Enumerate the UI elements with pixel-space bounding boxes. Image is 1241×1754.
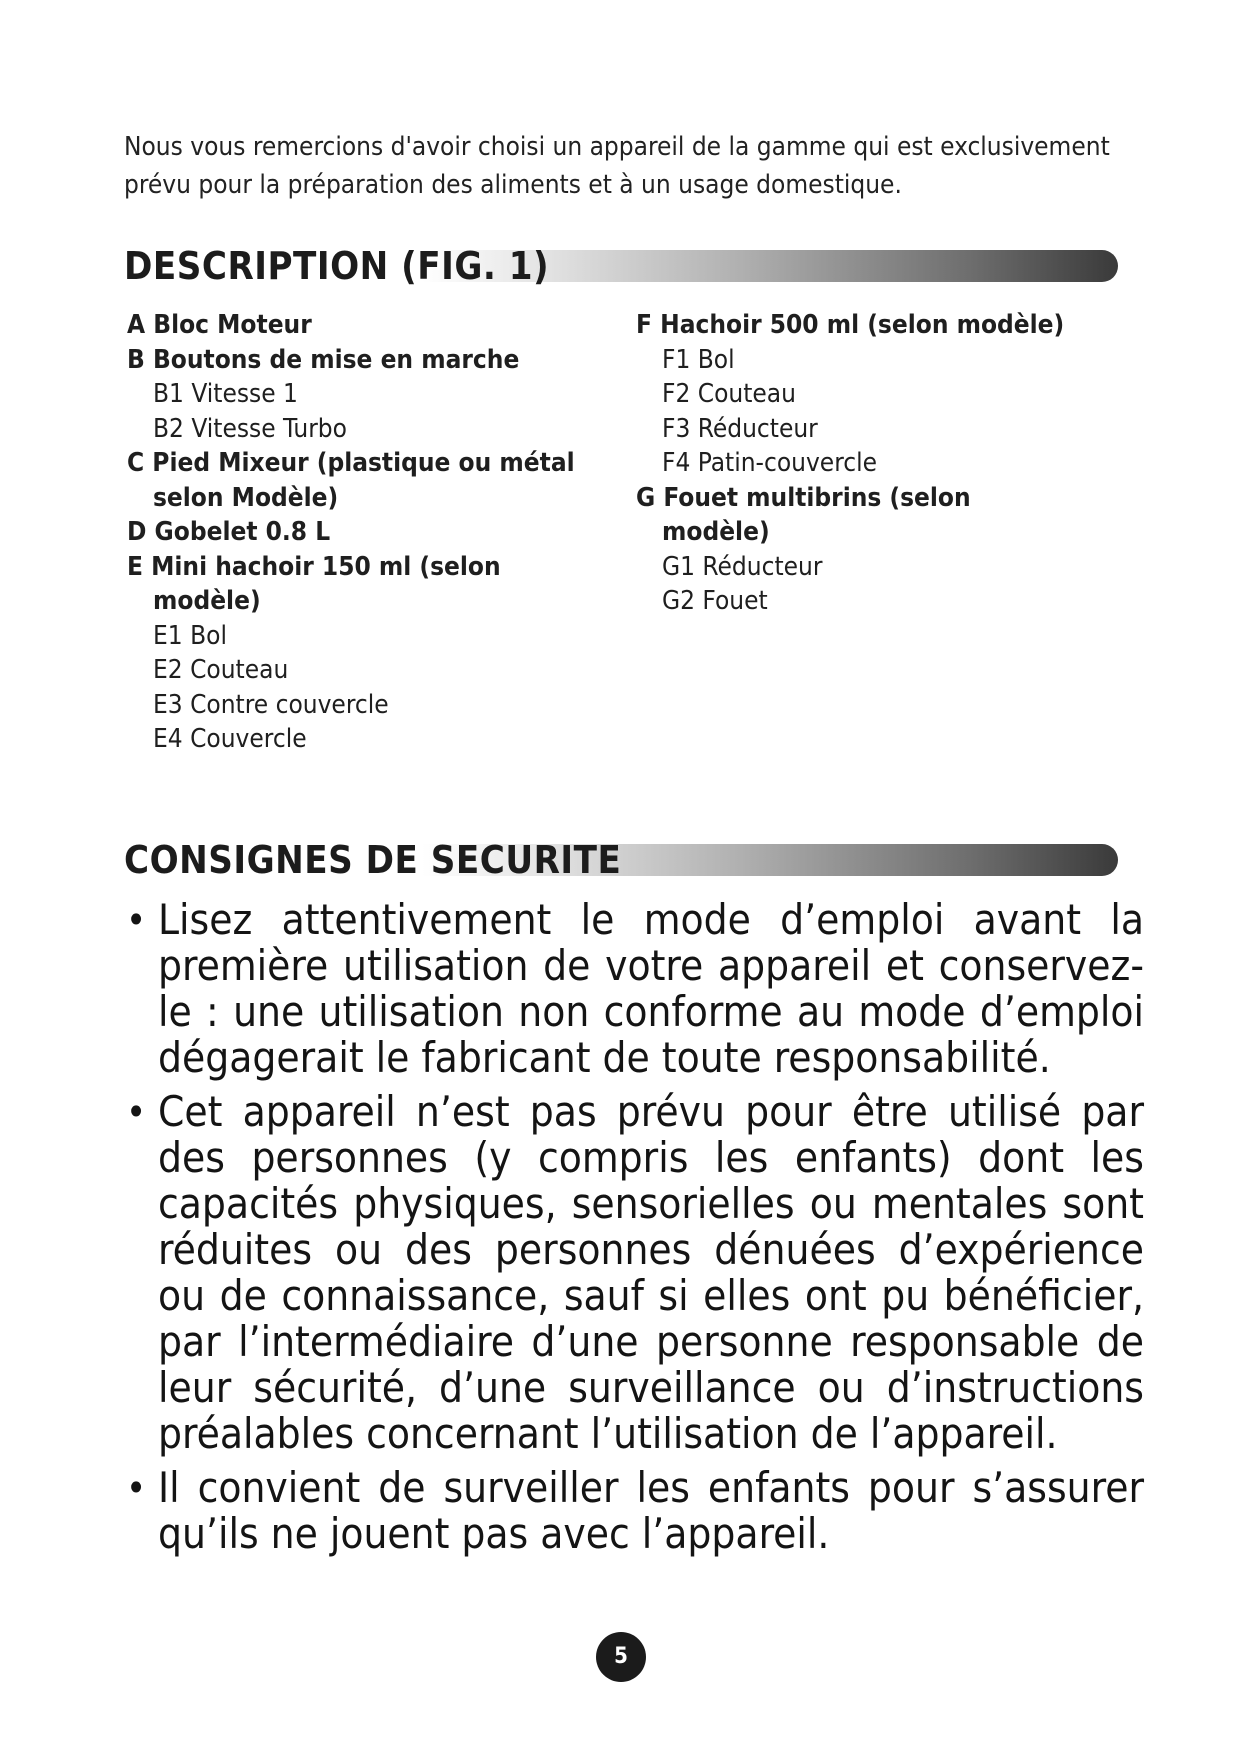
left-item: C Pied Mixeur (plastique ou métal selon Modèle) xyxy=(127,448,575,513)
bullet-dot-icon: • xyxy=(126,1090,147,1134)
left-item: E2 Couteau xyxy=(153,655,289,685)
safety-bullet xyxy=(124,1089,1144,1457)
left-item: D Gobelet 0.8 L xyxy=(127,517,331,547)
page-number: 5 xyxy=(596,1632,646,1682)
intro-line-2: prévu pour la préparation des aliments et à un usage domestique. xyxy=(124,170,902,200)
safety-header xyxy=(124,838,1118,882)
intro-line-1: Nous vous remercions d'avoir choisi un appareil de la gamme qui est exclusivement xyxy=(124,132,1110,162)
left-item: E3 Contre couvercle xyxy=(153,689,389,720)
description-list-right xyxy=(636,308,1076,619)
safety-bullet-text: Il convient de surveiller les enfants pour s’assurer qu’ils ne jouent pas avec l’appareil. xyxy=(158,1463,1144,1558)
left-item: E Mini hachoir 150 ml (selon modèle) xyxy=(127,551,501,616)
description-heading: DESCRIPTION (FIG. 1) xyxy=(124,244,550,288)
safety-bullet-list xyxy=(124,897,1144,1565)
right-item: F3 Réducteur xyxy=(662,413,818,444)
right-item: F Hachoir 500 ml (selon modèle) xyxy=(636,310,1065,340)
description-list-left xyxy=(127,308,597,757)
safety-bullet xyxy=(124,1465,1144,1557)
right-item: F2 Couteau xyxy=(662,379,796,409)
right-item: G1 Réducteur xyxy=(662,551,823,582)
left-item: B Boutons de mise en marche xyxy=(127,344,520,375)
safety-bullet-text: Lisez attentivement le mode d’emploi avant la première utilisation de votre appareil et conservez-le : une utilisation non conforme au mode d’emploi dégagerait le fabricant de toute responsabilité. xyxy=(158,895,1144,1082)
bullet-dot-icon: • xyxy=(126,1466,147,1510)
safety-bullet xyxy=(124,897,1144,1081)
intro-paragraph xyxy=(124,128,1144,204)
right-item: G2 Fouet xyxy=(662,586,768,616)
right-item: F1 Bol xyxy=(662,344,735,375)
left-item: E4 Couvercle xyxy=(153,724,307,754)
left-item: A Bloc Moteur xyxy=(127,310,312,340)
left-item: B1 Vitesse 1 xyxy=(153,379,298,409)
left-item: B2 Vitesse Turbo xyxy=(153,413,347,444)
safety-bullet-text: Cet appareil n’est pas prévu pour être utilisé par des personnes (y compris les enfants) dont les capacités physiques, sensorielles ou mentales sont réduites ou des personnes dénuées d’expérience ou de connaissance, sauf si elles ont pu bénéficier, par l’intermédiaire d’une personne responsable de leur sécurité, d’une surveillance ou d’instructions préalables concernant l’utilisation de l’appareil. xyxy=(158,1087,1144,1458)
right-item: F4 Patin-couvercle xyxy=(662,448,877,478)
description-header xyxy=(124,244,1118,288)
left-item: E1 Bol xyxy=(153,620,227,651)
safety-heading: CONSIGNES DE SECURITE xyxy=(124,838,622,882)
right-item: G Fouet multibrins (selon modèle) xyxy=(636,482,971,547)
bullet-dot-icon: • xyxy=(126,898,147,942)
